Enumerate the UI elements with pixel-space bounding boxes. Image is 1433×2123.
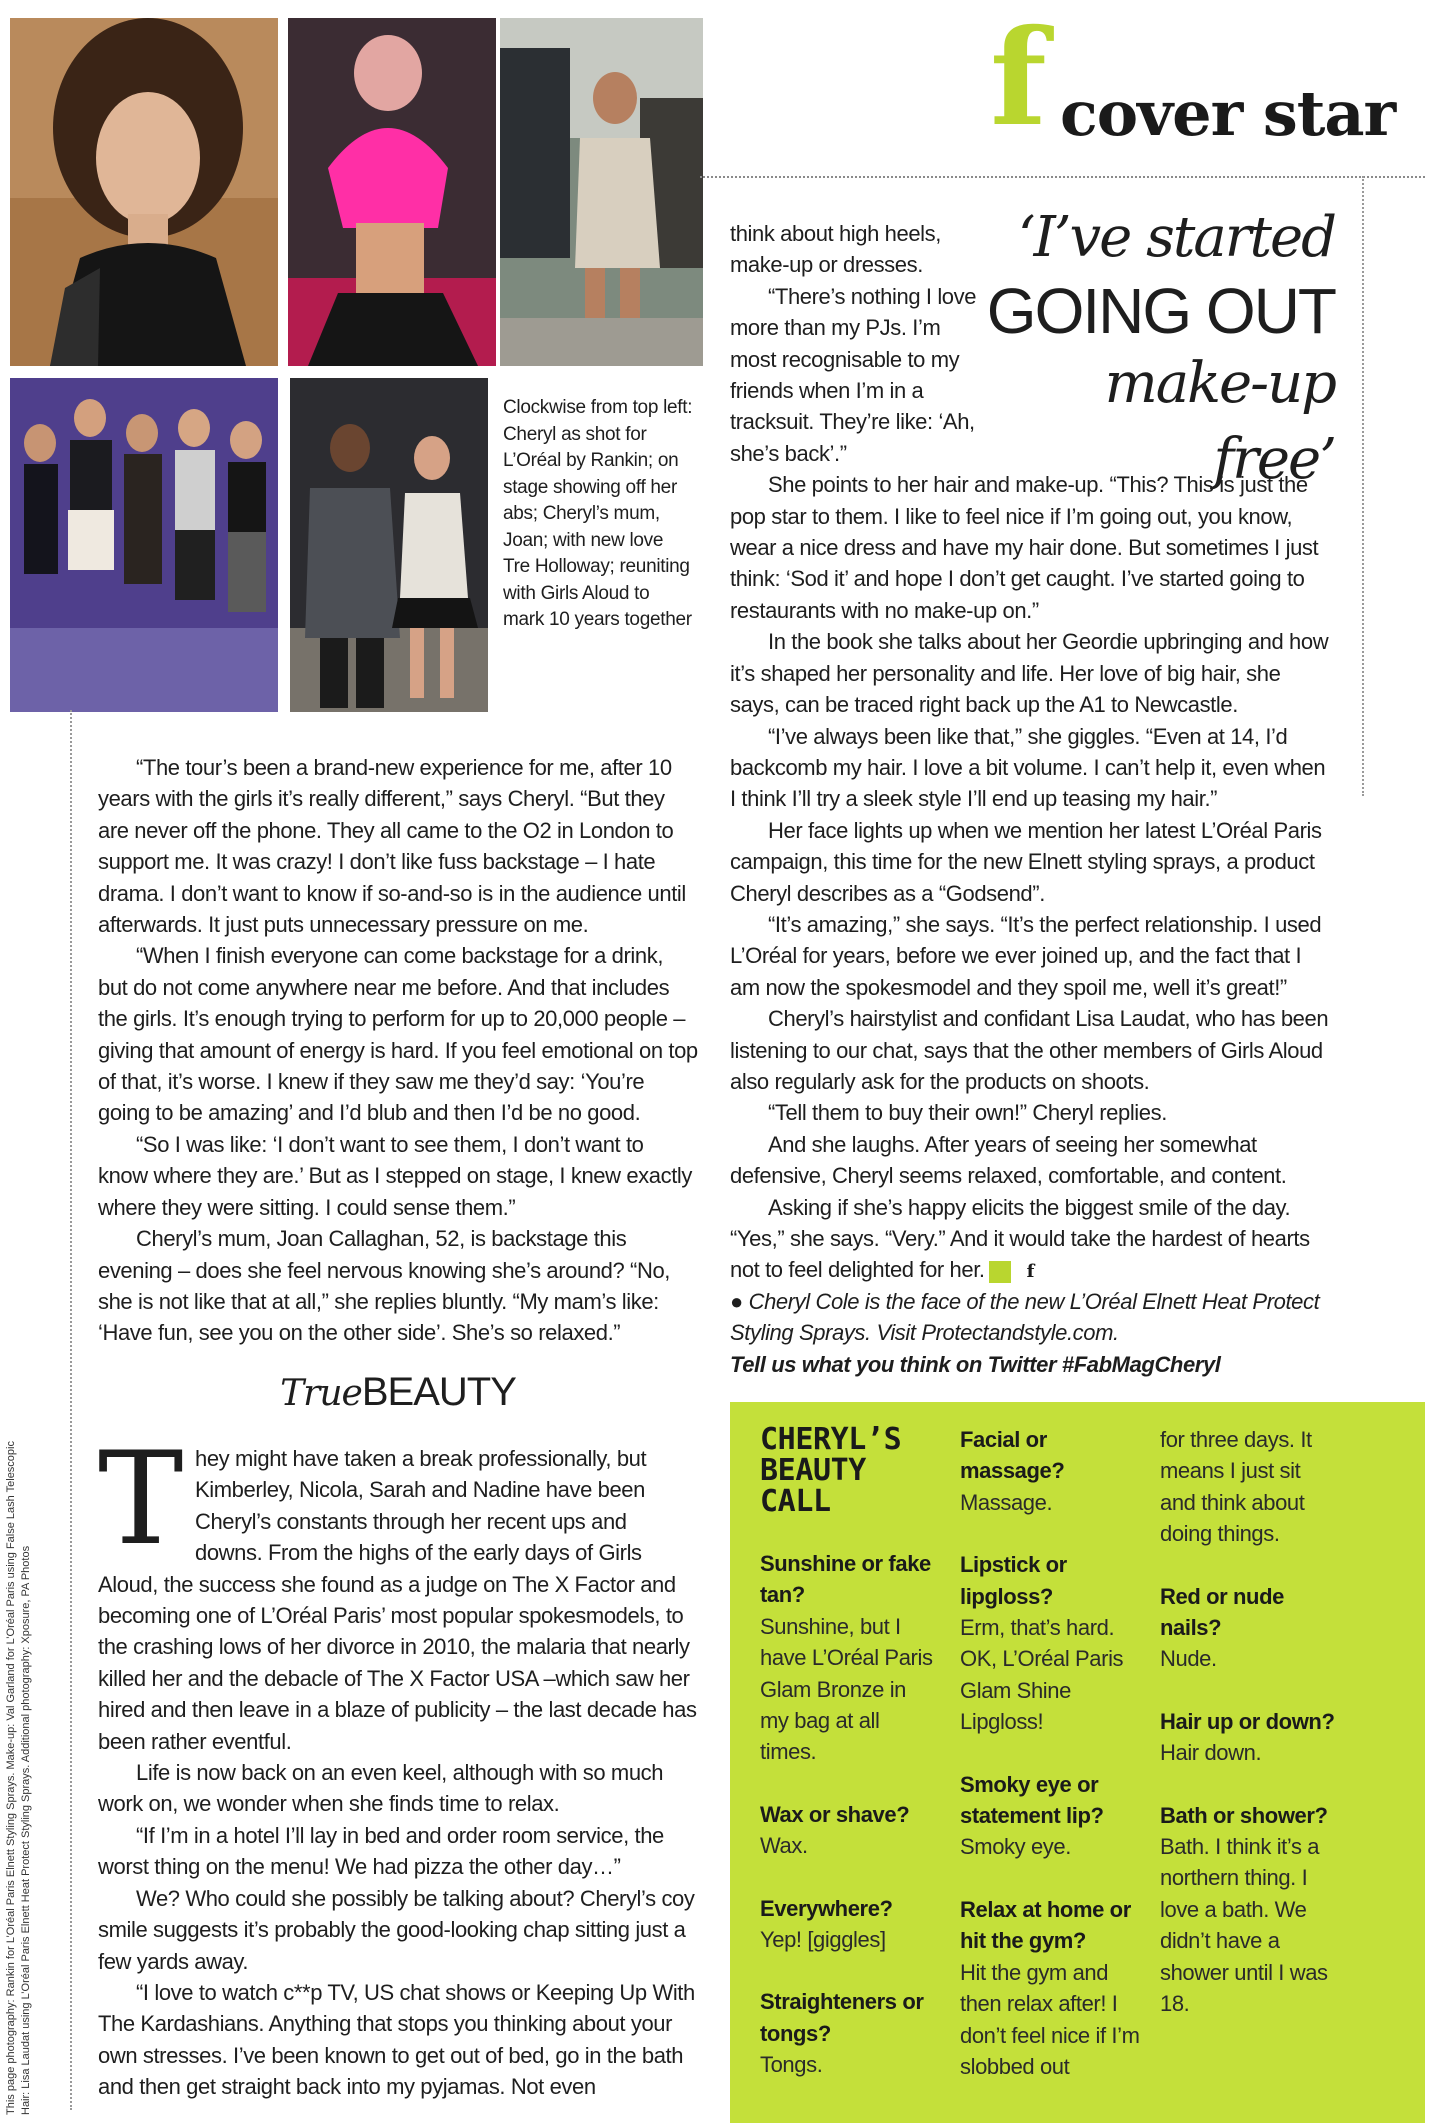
beauty-answer: Smoky eye.	[960, 1834, 1071, 1860]
end-mark-logo: f	[989, 1261, 1011, 1283]
beauty-box-title: CHERYL’S BEAUTY CALL	[760, 1422, 902, 1519]
photo-girls-aloud	[10, 378, 278, 712]
paragraph: think about high heels, make-up or dresses.	[730, 221, 941, 278]
subheading-caps: BEAUTY	[361, 1370, 516, 1414]
beauty-answer: Tongs.	[760, 2052, 823, 2078]
photo-cheryl-with-tre	[290, 378, 488, 712]
pull-quote-line1: ‘I’ve started	[1017, 205, 1335, 270]
photo-credits	[4, 1355, 34, 2115]
article-left-column	[98, 752, 698, 1349]
paragraph: We? Who could she possibly be talking about? Cheryl’s coy smile suggests it’s probably the good-looking chap sitting just a few yards away.	[98, 1885, 695, 1974]
subheading	[98, 1370, 698, 1415]
beauty-call-box	[730, 1402, 1425, 2123]
paragraph: “So I was like: ‘I don’t want to see them, I don’t want to know where they are.’ But as I stepped on stage, I knew exactly where they were sitting. I could sense them.”	[98, 1131, 692, 1220]
paragraph: Cheryl’s mum, Joan Callaghan, 52, is backstage this evening – does she feel nervous knowing she’s around? “No, she is not like that at all,” she replies bluntly. “My mam’s like: ‘Have fun, see you on the other side’. She’s so relaxed.”	[98, 1226, 671, 1346]
beauty-answer: Yep! [giggles]	[760, 1927, 886, 1953]
pull-quote-line2: GOING OUT	[986, 275, 1335, 347]
beauty-question: Everywhere?	[760, 1895, 893, 1921]
paragraph: She points to her hair and make-up. “This? This is just the pop star to them. I like to feel nice if I’m going out, you know, wear a nice dress and have my hair done. But sometimes I just think: ‘Sod it’ and hope I don’t get caught. I’ve started going to restaurants with no make-up on.”	[730, 472, 1319, 623]
beauty-answer: Bath. I think it’s a northern thing. I love a bath. We didn’t have a shower until I was 18.	[1160, 1834, 1328, 2017]
paragraph: Her face lights up when we mention her latest L’Oréal Paris campaign, this time for the new Elnett styling sprays, a product Cheryl describes as a “Godsend”.	[730, 817, 1322, 906]
pull-quote-line3: make-up free’	[1104, 351, 1335, 492]
beauty-col-3	[1160, 1424, 1340, 2051]
beauty-question: Wax or shave?	[760, 1801, 910, 1827]
photo-caption: Clockwise from top left: Cheryl as shot for L’Oréal by Rankin; on stage showing off her abs; Cheryl’s mum, Joan; with new love Tre Holloway; reuniting with Girls Aloud to mark 10 years together	[503, 397, 693, 630]
photo-cheryl-mum	[500, 18, 703, 366]
paragraph: In the book she talks about her Geordie upbringing and how it’s shaped her personality and life. Her love of big hair, she says, can be traced right back up the A1 to Newcastle.	[730, 629, 1329, 718]
paragraph: “It’s amazing,” she says. “It’s the perfect relationship. I used L’Oréal for years, before we ever joined up, and the fact that I am now the spokesmodel and they spoil me, well it’s great!”	[730, 911, 1322, 1000]
product-note: ● Cheryl Cole is the face of the new L’Oréal Elnett Heat Protect Styling Sprays. Visit Protectandstyle.com.	[730, 1288, 1320, 1346]
paragraph-dropcap	[98, 1425, 698, 1757]
beauty-col-1	[760, 1424, 940, 2112]
paragraph: “The tour’s been a brand-new experience for me, after 10 years with the girls it’s really different,” says Cheryl. “But they are never off the phone. They all came to the O2 in London to support me. It was crazy! I don’t like fuss backstage – I hate drama. I don’t want to know if so-and-so is in the audience until afterwards. It just puts unnecessary pressure on me.	[98, 755, 686, 938]
beauty-question: Smoky eye or statement lip?	[960, 1771, 1104, 1829]
beauty-answer: Nude.	[1160, 1646, 1217, 1672]
section-title: cover star	[1060, 77, 1396, 150]
beauty-answer: Hair down.	[1160, 1740, 1262, 1766]
paragraph: And she laughs. After years of seeing her somewhat defensive, Cheryl seems relaxed, comfortable, and content.	[730, 1131, 1287, 1189]
paragraph-final	[730, 1192, 1330, 1286]
section-brand	[990, 1, 1396, 156]
beauty-question: Relax at home or hit the gym?	[960, 1896, 1131, 1954]
beauty-question: Sunshine or fake tan?	[760, 1551, 931, 1608]
brand-logo-letter: f	[990, 1, 1047, 156]
drop-cap: T	[98, 1425, 183, 1574]
beauty-answer: Wax.	[760, 1833, 808, 1859]
paragraph: “There’s nothing I love more than my PJs. I’m most recognisable to my friends when I’m in a tracksuit. They’re like: ‘Ah, she’s back’.”	[730, 283, 977, 466]
paragraph: “When I finish everyone can come backstage for a drink, but do not come anywhere near me before. And that includes the girls. It’s enough trying to perform for up to 20,000 people – giving that amount of energy is hard. If you feel emotional on top of that, it’s worse. I knew if they saw me they’d say: ‘You’re going to be amazing’ and I’d blub and then I’d be no good.	[98, 943, 698, 1126]
beauty-question: Red or nude nails?	[1160, 1583, 1284, 1641]
paragraph: “If I’m in a hotel I’ll lay in bed and order room service, the worst thing on the menu! We had pizza the other day…”	[98, 1822, 664, 1880]
beauty-answer: Massage.	[960, 1489, 1053, 1515]
beauty-question: Facial or massage?	[960, 1427, 1065, 1484]
photo-cheryl-on-stage	[288, 18, 496, 366]
paragraph: “Tell them to buy their own!” Cheryl replies.	[768, 1100, 1167, 1126]
beauty-answer: Hit the gym and then relax after! I don’t feel nice if I’m slobbed out	[960, 1959, 1140, 2079]
subheading-italic: True	[280, 1373, 362, 1414]
credit-line: This page photography: Rankin for L’Oréal Paris Elnett Styling Sprays. Make-up: Val Garland for L’Oréal Paris using False Lash Telescopic	[5, 1441, 17, 2115]
beauty-answer: Sunshine, but I have L’Oréal Paris Glam Bronze in my bag at all times.	[760, 1613, 933, 1765]
paragraph: Life is now back on an even keel, although with so much work on, we wonder when she finds time to relax.	[98, 1760, 664, 1817]
paragraph: Cheryl’s hairstylist and confidant Lisa Laudat, who has been listening to our chat, says that the other members of Girls Aloud also regularly ask for the products on shoots.	[730, 1006, 1329, 1094]
article-left-column-continued	[98, 1425, 698, 2103]
credit-line: Hair: Lisa Laudat using L’Oréal Paris Elnett Heat Protect Styling Sprays. Additional photography: Xposure, PA Photos	[20, 1545, 32, 2115]
beauty-question: Hair up or down?	[1160, 1708, 1335, 1734]
beauty-question: Bath or shower?	[1160, 1802, 1328, 1828]
twitter-prompt: Tell us what you think on Twitter #FabMagCheryl	[730, 1351, 1221, 1377]
article-right-column	[730, 218, 1330, 1380]
beauty-answer: Erm, that’s hard. OK, L’Oréal Paris Glam Shine Lipgloss!	[960, 1615, 1124, 1735]
beauty-question: Lipstick or lipgloss?	[960, 1552, 1067, 1609]
beauty-col-2	[960, 1424, 1140, 2113]
beauty-answer-continued: for three days. It means I just sit and think about doing things.	[1160, 1427, 1312, 1547]
paragraph-text: hey might have taken a break professionally, but Kimberley, Nicola, Sarah and Nadine have been Cheryl’s constants through her recent ups and downs. From the highs of the early days of Girls Aloud, the success she found as a judge on The X Factor and becoming one of L’Oréal Paris’ most popular spokesmodels, to the crashing lows of her divorce in 2010, the malaria that nearly killed her and the debacle of The X Factor USA –which saw her hired and then leave in a blaze of publicity – the last decade has been rather eventful.	[98, 1446, 697, 1754]
divider-right	[1362, 176, 1364, 796]
paragraph-text: Asking if she’s happy elicits the biggest smile of the day. “Yes,” she says. “Very.” And it would take the hardest of hearts not to feel delighted for her.	[730, 1194, 1310, 1283]
divider-horizontal	[700, 176, 1425, 178]
paragraph: “I’ve always been like that,” she giggles. “Even at 14, I’d backcomb my hair. I love a bit volume. I can’t help it, even when I think I’ll try a sleek style I’ll end up teasing my hair.”	[730, 723, 1326, 812]
divider-left	[70, 710, 72, 2110]
beauty-question: Straighteners or tongs?	[760, 1989, 924, 2046]
paragraph: “I love to watch c**p TV, US chat shows or Keeping Up With The Kardashians. Anything that stops you thinking about your own stresses. I’ve been known to get out of bed, go in the bath and then get straight back into my pyjamas. Not even	[98, 1979, 695, 2100]
photo-cheryl-portrait	[10, 18, 278, 366]
